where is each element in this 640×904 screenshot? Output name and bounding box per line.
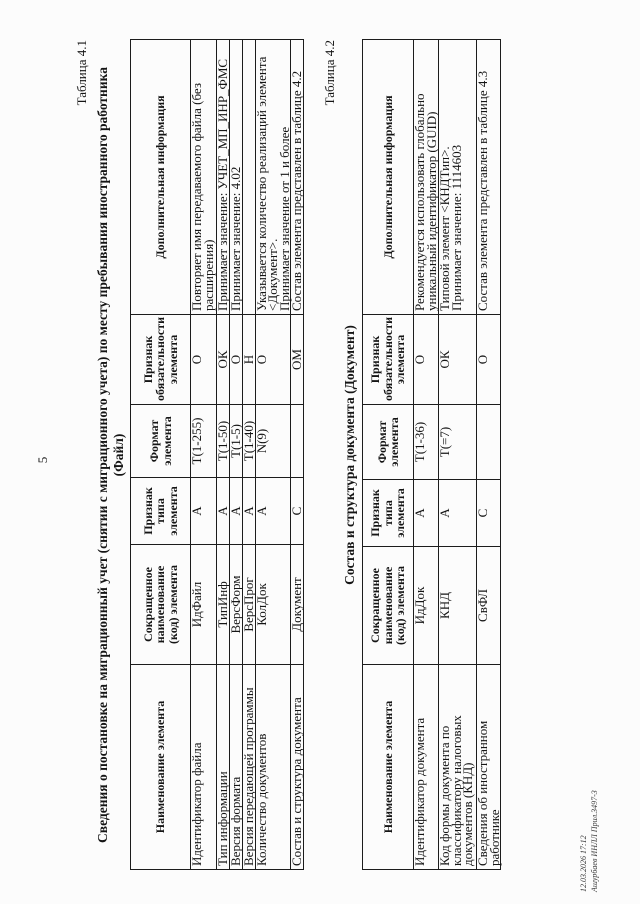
element-name-cell: Количество документов (255, 665, 291, 870)
element-type-cell: А (243, 478, 256, 545)
table-header-row (131, 40, 191, 870)
element-code-cell: ВерсФорм (230, 545, 243, 665)
page-number: 5 (35, 456, 50, 464)
element-required-cell: Н (243, 315, 256, 405)
element-name-cell: Сведения об иностранном работнике (477, 665, 501, 870)
element-format-cell: Т(1-40) (243, 405, 256, 478)
element-format-cell: Т(1-36) (414, 405, 439, 480)
element-code-cell: ИдДок (414, 547, 439, 665)
table-row (255, 40, 291, 870)
header-element-code: Сокращенное наименование (код) элемента (131, 545, 191, 665)
table-title (342, 40, 358, 870)
element-type-cell: А (230, 478, 243, 545)
element-code-cell: КолДок (255, 545, 291, 665)
element-required-cell: О (230, 315, 243, 405)
table-caption: Таблица 4.2 (322, 40, 337, 106)
note-text: Принимает значение: 1114603 (448, 144, 464, 311)
element-format-cell (291, 405, 304, 478)
element-notes-cell (414, 40, 439, 315)
header-element-type: Признак типа элемента (363, 480, 414, 547)
header-element-name: Наименование элемента (131, 665, 191, 870)
element-type-cell: С (477, 480, 501, 547)
note-text: Указывается количество реализаций элемента <Документ>. (253, 56, 281, 311)
header-element-type: Признак типа элемента (131, 478, 191, 545)
element-notes-cell (191, 40, 217, 315)
element-format-cell: Т(1-255) (191, 405, 217, 478)
note-text: Типовой элемент <КНДТип>. (437, 146, 452, 311)
element-required-cell: О (255, 315, 291, 405)
header-element-required: Признак обязательности элемента (131, 315, 191, 405)
table-title-text: Состав и структура документа (Документ) (342, 325, 357, 585)
element-name-cell: Тип информации (217, 665, 230, 870)
element-required-cell: ОМ (291, 315, 304, 405)
element-name-cell: Версия формата (230, 665, 243, 870)
element-name-cell: Версия передающей программы (243, 665, 256, 870)
print-timestamp: 12.03.2026 17:12 (579, 835, 588, 892)
print-reference: Ашурбаев ИНЛЛ Прил.3497-3 (590, 790, 599, 892)
element-required-cell: О (414, 315, 439, 405)
header-element-notes: Дополнительная информация (131, 40, 191, 315)
note-text: Принимает значение: 4.02 (228, 166, 243, 311)
note-text: Состав элемента представлен в таблице 4.2 (289, 70, 305, 311)
table-subtitle: (Файл) (111, 433, 126, 477)
element-notes-cell (477, 40, 501, 315)
element-type-cell: А (439, 480, 477, 547)
element-type-cell: А (217, 478, 230, 545)
table-row (191, 40, 217, 870)
element-code-cell: СвФЛ (477, 547, 501, 665)
element-name-cell: Состав и структура документа (291, 665, 304, 870)
element-code-cell: ВерсПрог (243, 545, 256, 665)
element-type-cell: А (191, 478, 217, 545)
element-required-cell: О (191, 315, 217, 405)
table-title-text: Сведения о постановке на миграционный учет (снятии с миграционного учета) по месту пребывания иностранного работника (95, 67, 110, 843)
header-element-required: Признак обязательности элемента (363, 315, 414, 405)
table-title (95, 40, 127, 870)
header-element-notes: Дополнительная информация (363, 40, 414, 315)
header-element-format: Формат элемента (363, 405, 414, 480)
element-format-cell: Т(1-50) (217, 405, 230, 478)
table-caption: Таблица 4.1 (74, 40, 89, 106)
print-stamp (578, 790, 600, 892)
note-text: Повторяет имя передаваемого файла (без расширения) (189, 82, 216, 311)
document-structure-table (362, 39, 501, 870)
element-notes-cell (255, 40, 291, 315)
element-name-cell: Идентификатор файла (191, 665, 217, 870)
element-code-cell: ИдФайл (191, 545, 217, 665)
element-notes-cell (291, 40, 304, 315)
element-required-cell: О (477, 315, 501, 405)
element-code-cell: Документ (291, 545, 304, 665)
file-structure-table (130, 39, 304, 870)
table-row (291, 40, 304, 870)
element-type-cell: С (291, 478, 304, 545)
element-code-cell: ТипИнф (217, 545, 230, 665)
element-type-cell: А (255, 478, 291, 545)
note-text: Рекомендуется использовать глобально уникальный идентификатор (GUID) (412, 93, 439, 311)
element-notes-cell (439, 40, 477, 315)
table-row (439, 40, 477, 870)
table-row (414, 40, 439, 870)
element-name-cell: Идентификатор документа (414, 665, 439, 870)
element-format-cell: Т(=7) (439, 405, 477, 480)
header-element-code: Сокращенное наименование (код) элемента (363, 547, 414, 665)
table-header-row (363, 40, 414, 870)
element-type-cell: А (414, 480, 439, 547)
table-row (477, 40, 501, 870)
element-format-cell (477, 405, 501, 480)
header-element-format: Формат элемента (131, 405, 191, 478)
element-required-cell: ОК (439, 315, 477, 405)
element-required-cell: ОК (217, 315, 230, 405)
element-notes-cell (230, 40, 243, 315)
element-format-cell: N(9) (255, 405, 291, 478)
element-name-cell: Код формы документа по классификатору налоговых документов (КНД) (439, 665, 477, 870)
element-format-cell: Т(1-5) (230, 405, 243, 478)
note-text: Принимает значение: УЧЕТ_МП_ИНР_ФМС (215, 58, 230, 311)
element-code-cell: КНД (439, 547, 477, 665)
note-text: Принимает значение от 1 и более (276, 126, 292, 311)
note-text: Состав элемента представлен в таблице 4.3 (475, 70, 490, 311)
header-element-name: Наименование элемента (363, 665, 414, 870)
